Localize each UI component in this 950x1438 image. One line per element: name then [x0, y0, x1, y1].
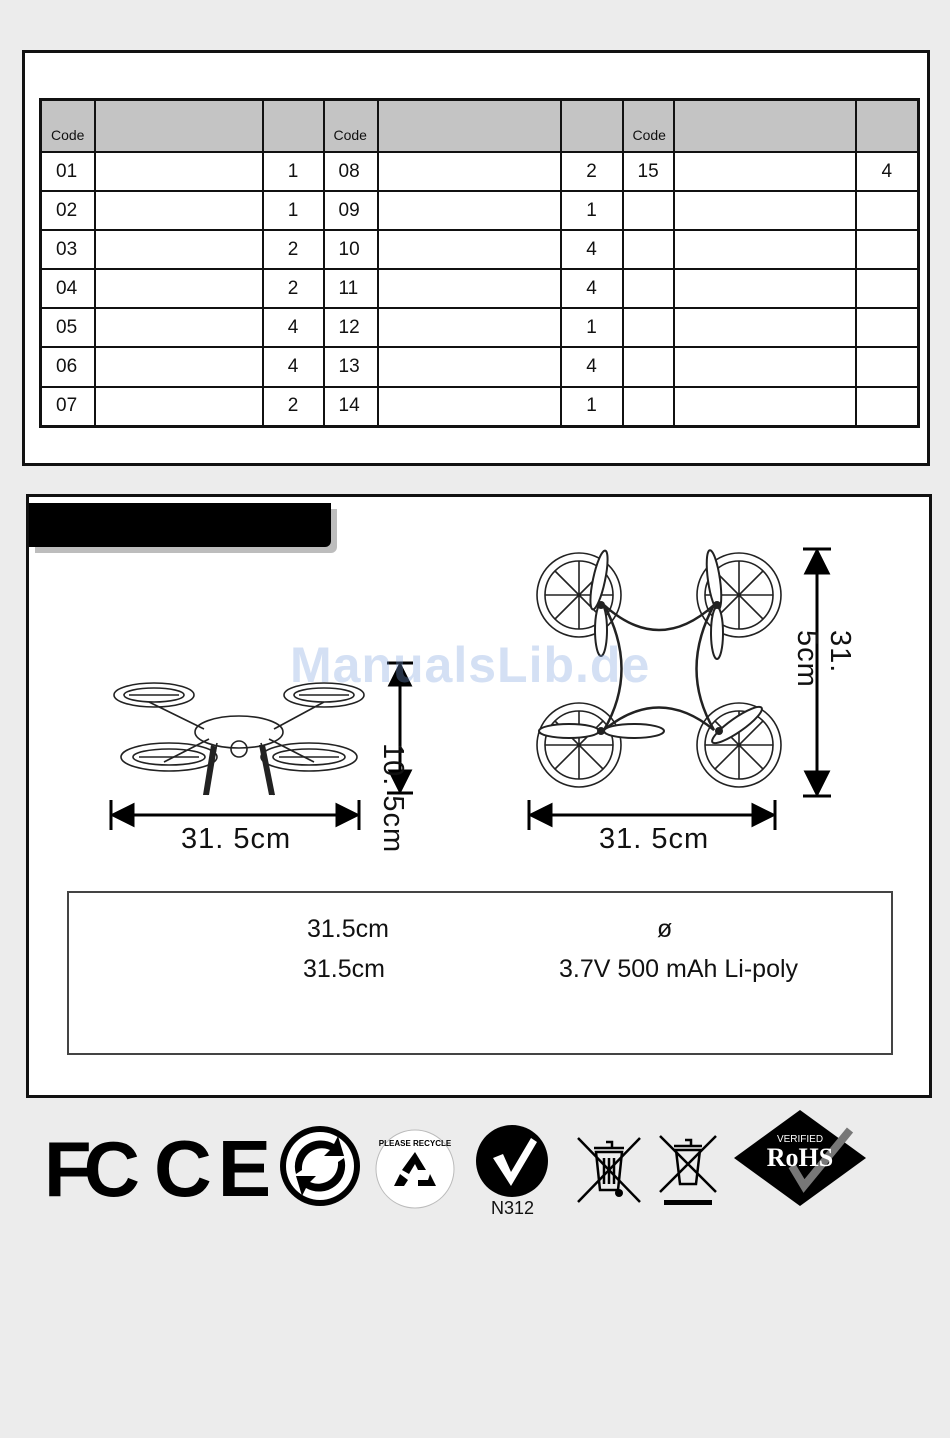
spec-battery: 3.7V 500 mAh Li-poly	[559, 955, 799, 983]
side-width-label: 31. 5cm	[181, 823, 292, 855]
part-qty: 4	[561, 269, 623, 308]
part-code: 12	[324, 308, 378, 347]
part-code: 02	[41, 191, 95, 230]
part-code	[623, 269, 674, 308]
name-header	[95, 100, 263, 153]
qty-header	[561, 100, 623, 153]
ce-text: CE	[154, 1124, 278, 1213]
c-tick-icon	[475, 1124, 549, 1198]
part-qty: 2	[561, 152, 623, 191]
part-qty	[856, 308, 919, 347]
part-qty: 2	[263, 269, 324, 308]
part-name	[95, 347, 263, 386]
part-code	[623, 191, 674, 230]
part-code: 15	[623, 152, 674, 191]
spec-box	[67, 891, 893, 1055]
side-height-label: 10. 5cm	[377, 743, 409, 854]
part-name	[674, 230, 856, 269]
part-name	[674, 347, 856, 386]
part-code: 14	[324, 387, 378, 427]
code-header: Code	[324, 100, 378, 153]
part-code: 07	[41, 387, 95, 427]
part-code	[623, 230, 674, 269]
part-name	[378, 191, 561, 230]
part-name	[674, 308, 856, 347]
table-row	[41, 230, 919, 269]
table-row	[41, 308, 919, 347]
code-header: Code	[623, 100, 674, 153]
name-header	[674, 100, 856, 153]
part-qty: 2	[263, 387, 324, 427]
part-code	[623, 347, 674, 386]
top-width-label: 31. 5cm	[599, 823, 710, 855]
part-qty	[856, 230, 919, 269]
please-recycle-icon	[374, 1128, 456, 1210]
table-row	[41, 387, 919, 427]
table-row	[41, 347, 919, 386]
part-qty: 4	[561, 347, 623, 386]
code-header: Code	[41, 100, 95, 153]
please-recycle-text: PLEASE RECYCLE	[378, 1139, 452, 1148]
part-qty: 1	[561, 387, 623, 427]
part-name	[95, 387, 263, 427]
weee-bin-bar-icon	[656, 1132, 720, 1208]
part-code: 05	[41, 308, 95, 347]
green-dot-icon	[278, 1124, 362, 1208]
part-name	[378, 152, 561, 191]
weee-bin-icon	[574, 1134, 644, 1206]
parts-table-header	[41, 100, 919, 153]
part-name	[674, 191, 856, 230]
part-code: 01	[41, 152, 95, 191]
part-code	[623, 387, 674, 427]
qty-header	[856, 100, 919, 153]
part-code	[623, 308, 674, 347]
part-qty	[856, 347, 919, 386]
part-qty: 4	[561, 230, 623, 269]
part-qty: 1	[561, 308, 623, 347]
part-qty: 1	[561, 191, 623, 230]
n312-label: N312	[491, 1198, 535, 1218]
part-code: 13	[324, 347, 378, 386]
part-name	[674, 152, 856, 191]
table-row	[41, 191, 919, 230]
dimensions-panel	[26, 494, 932, 1098]
parts-list-panel	[22, 50, 930, 466]
part-name	[95, 152, 263, 191]
part-qty: 2	[263, 230, 324, 269]
qty-header	[263, 100, 324, 153]
part-qty: 1	[263, 191, 324, 230]
part-code: 09	[324, 191, 378, 230]
part-code: 08	[324, 152, 378, 191]
parts-table	[39, 98, 920, 428]
part-code: 11	[324, 269, 378, 308]
part-code: 10	[324, 230, 378, 269]
ce-logo-icon	[154, 1124, 278, 1213]
spec-length: 31.5cm	[307, 915, 389, 943]
part-code: 03	[41, 230, 95, 269]
part-name	[674, 387, 856, 427]
diameter-symbol: ø	[657, 915, 673, 943]
part-qty: 4	[263, 308, 324, 347]
part-qty: 1	[263, 152, 324, 191]
part-qty	[856, 387, 919, 427]
part-name	[95, 269, 263, 308]
spec-width: 31.5cm	[303, 955, 385, 983]
part-name	[378, 230, 561, 269]
part-qty: 4	[263, 347, 324, 386]
part-name	[378, 387, 561, 427]
part-qty	[856, 191, 919, 230]
fc-text: FC	[44, 1125, 132, 1213]
rohs-text: RoHS	[766, 1143, 834, 1172]
part-name	[674, 269, 856, 308]
part-qty	[856, 269, 919, 308]
part-code: 04	[41, 269, 95, 308]
part-name	[95, 230, 263, 269]
fc-logo-icon	[44, 1125, 144, 1213]
part-name	[378, 308, 561, 347]
rohs-verified-icon	[732, 1108, 868, 1208]
part-name	[95, 191, 263, 230]
table-row	[41, 152, 919, 191]
part-qty: 4	[856, 152, 919, 191]
part-name	[378, 269, 561, 308]
rohs-verified-text: VERIFIED	[776, 1134, 824, 1145]
part-name	[95, 308, 263, 347]
part-code: 06	[41, 347, 95, 386]
top-length-label: 31. 5cm	[791, 630, 856, 688]
table-row	[41, 269, 919, 308]
watermark: ManualsLib.de	[290, 637, 651, 693]
name-header	[378, 100, 561, 153]
part-name	[378, 347, 561, 386]
